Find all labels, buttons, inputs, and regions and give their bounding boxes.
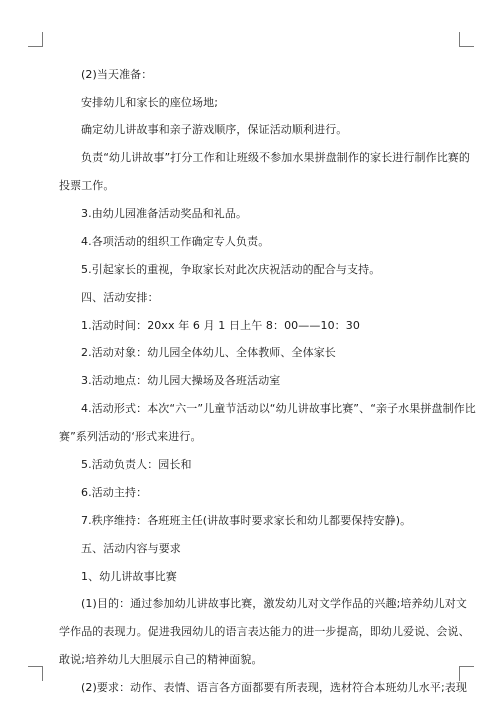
paragraph-line: 3.由幼儿园准备活动奖品和礼品。 [81,207,248,220]
paragraph-line: 学作品的表现力。促进我园幼儿的语言表达能力的进一步提高，即幼儿爱说、会说、 [59,625,470,638]
paragraph-line: 4.各项活动的组织工作确定专人负责。 [81,235,270,248]
paragraph-line: 3.活动地点：幼儿园大操场及各班活动室 [81,374,281,387]
paragraph-line: 确定幼儿讲故事和亲子游戏顺序，保证活动顺利进行。 [81,123,348,136]
paragraph-line: 4.活动形式：本次“六一”儿童节活动以“幼儿讲故事比赛”、“亲子水果拼盘制作比 [81,402,476,415]
section-heading: 四、活动安排： [81,291,159,304]
paragraph-line: 2.活动对象：幼儿园全体幼儿、全体教师、全体家长 [81,346,336,359]
paragraph-line: 5.活动负责人：园长和 [81,458,192,471]
crop-mark-bottom-left [28,666,43,681]
paragraph-line: 敢说;培养幼儿大胆展示自己的精神面貌。 [59,653,263,666]
paragraph-line: (2)要求：动作、表情、语言各方面都要有所表现，选材符合本班幼儿水平;表现 [81,681,467,694]
paragraph-line: 投票工作。 [59,179,115,192]
paragraph-line: 5.引起家长的重视，争取家长对此次庆祝活动的配合与支持。 [81,263,381,276]
crop-mark-top-right [459,32,474,47]
paragraph-line: 6.活动主持： [81,486,148,499]
paragraph-line: (1)目的：通过参加幼儿讲故事比赛，激发幼儿对文学作品的兴趣;培养幼儿对文 [81,597,467,610]
paragraph-line: 赛”系列活动的‘形式来进行。 [59,430,202,443]
paragraph-line: 安排幼儿和家长的座位场地; [81,96,219,109]
paragraph-line: (2)当天准备： [81,68,153,81]
section-heading: 五、活动内容与要求 [81,542,181,555]
subsection-heading: 1、幼儿讲故事比赛 [81,570,177,583]
paragraph-line: 负责“幼儿讲故事”打分工作和让班级不参加水果拼盘制作的家长进行制作比赛的 [81,151,470,164]
crop-mark-bottom-right [459,666,474,681]
paragraph-line: 7.秩序维持：各班班主任(讲故事时要求家长和幼儿都要保持安静)。 [81,514,412,527]
paragraph-line: 1.活动时间：20xx 年 6 月 1 日上午 8：00——10：30 [81,319,360,332]
crop-mark-top-left [28,32,43,47]
